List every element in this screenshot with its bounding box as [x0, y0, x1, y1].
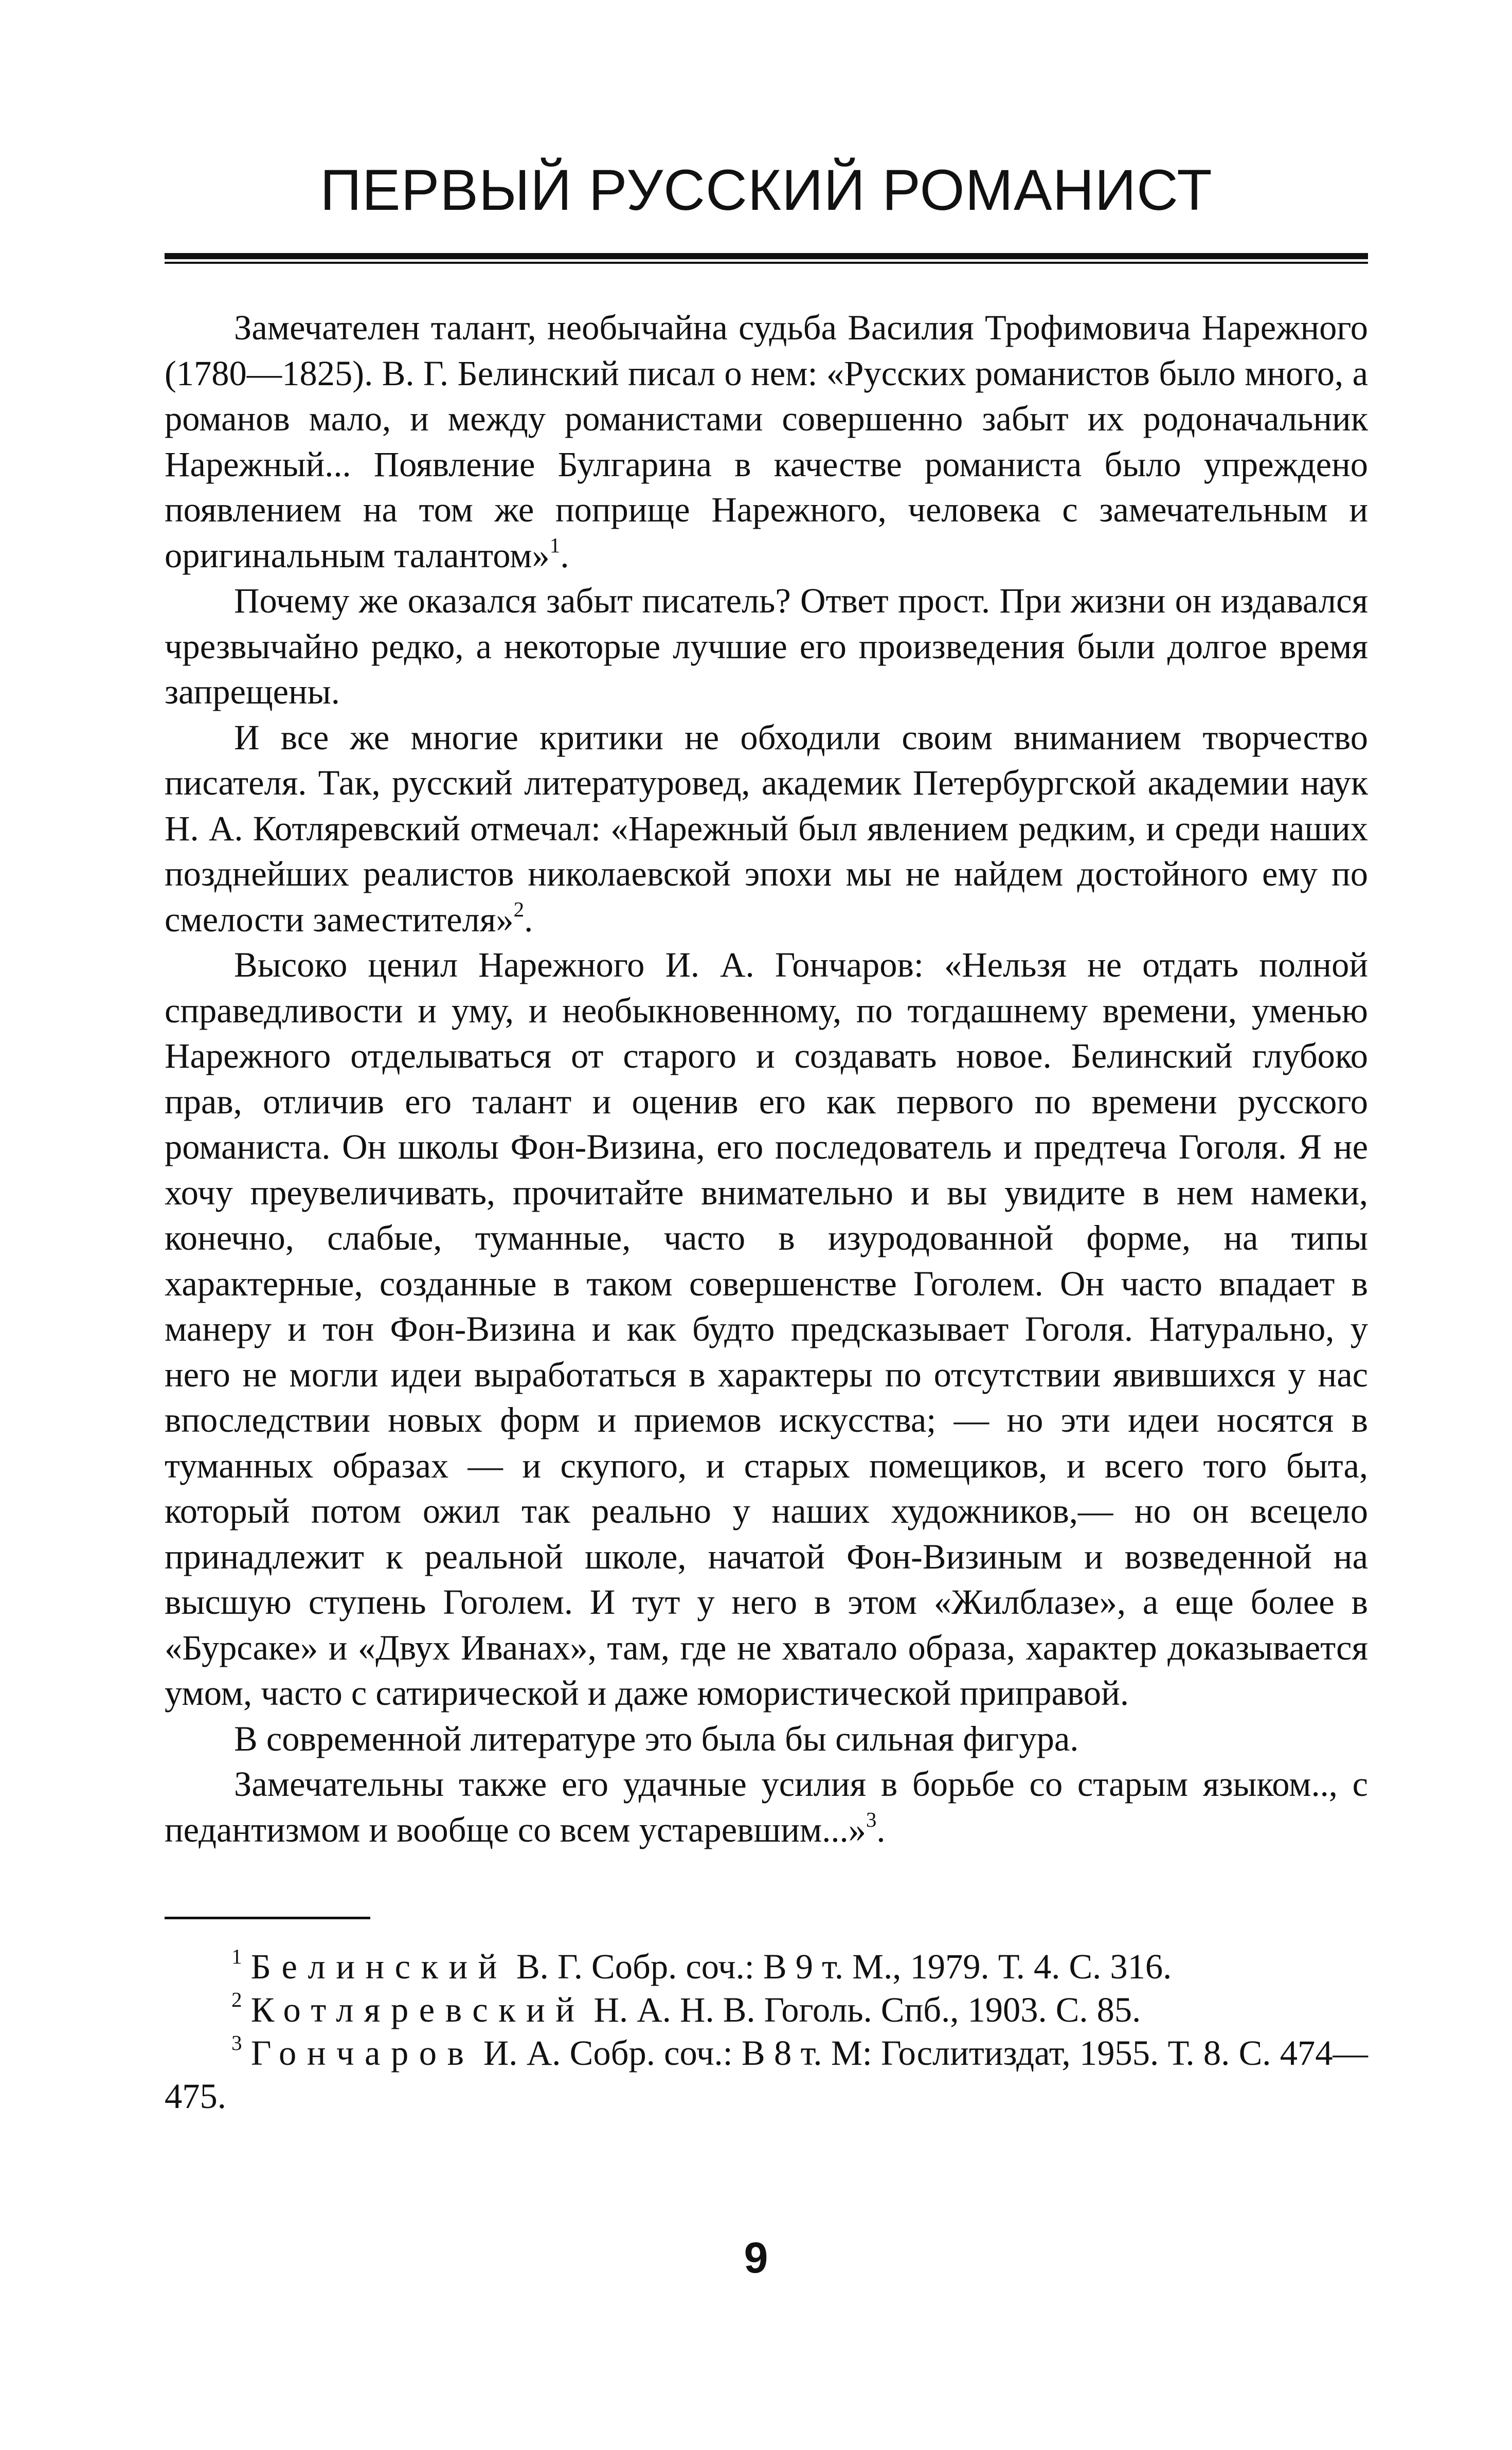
footnote-author: Гончаров — [250, 2033, 475, 2073]
paragraph-text: И все же многие критики не обходили своим вниманием творчество писателя. Так, русский литературовед, академик Петербургской академии наук Н. А. Котляревский отмечал: «Нарежный был явлением редким, и среди наших позднейших реалистов николаевской эпохи мы не найдем достойного ему по смелости заместителя» — [165, 717, 1368, 939]
chapter-title: ПЕРВЫЙ РУССКИЙ РОМАНИСТ — [320, 158, 1213, 222]
footnote-mark: 3 — [231, 2031, 242, 2055]
page-number: 9 — [744, 2233, 768, 2282]
title-rule-thick — [165, 253, 1368, 259]
paragraph-text: Замечательны также его удачные усилия в борьбе со старым языком.., с педантизмом и вообще со всем устаревшим...» — [165, 1764, 1368, 1849]
paragraph — [165, 1761, 1368, 1852]
footnote-divider — [165, 1917, 370, 1919]
title-rule-thin — [165, 262, 1368, 264]
paragraph — [165, 305, 1368, 578]
footnote — [165, 1945, 1368, 1988]
footnote-ref: 3 — [866, 1807, 877, 1831]
footnote-ref: 1 — [549, 533, 561, 557]
paragraph-text: Замечателен талант, необычайна судьба Василия Трофимовича Нарежного (1780—1825). В. Г. Белинский писал о нем: «Русских романистов было много, а романов мало, и между романистами совершенно забыт их родоначальник Нарежный... Появление Булгарина в качестве романиста было упреждено появлением на том же поприще Нарежного, человека с замечательным и оригинальным талантом» — [165, 308, 1368, 575]
footnotes — [165, 1945, 1368, 2118]
paragraph-tail: . — [524, 899, 533, 939]
paragraph — [165, 942, 1368, 1716]
paragraph — [165, 578, 1368, 715]
footnote-text: Н. А. Н. В. Гоголь. Спб., 1903. С. 85. — [585, 1990, 1141, 2029]
footnote — [165, 1988, 1368, 2031]
paragraph-text: В современной литературе это была бы сильная фигура. — [234, 1719, 1079, 1758]
paragraph-tail: . — [560, 535, 569, 575]
footnote-mark: 2 — [231, 1988, 242, 2012]
paragraph-tail: . — [876, 1810, 886, 1849]
footnote-author: Белинский — [250, 1947, 508, 1986]
footnote-mark: 1 — [231, 1944, 242, 1969]
paragraph-text: Почему же оказался забыт писатель? Ответ прост. При жизни он издавался чрезвычайно редко, а некоторые лучшие его произведения были долгое время запрещены. — [165, 581, 1368, 711]
footnote-text: И. А. Собр. соч.: В 8 т. М: Гослитиздат, 1955. Т. 8. С. 474—475. — [165, 2033, 1368, 2116]
paragraph — [165, 1716, 1368, 1762]
paragraph — [165, 715, 1368, 943]
footnote-text: В. Г. Собр. соч.: В 9 т. М., 1979. Т. 4. С. 316. — [507, 1947, 1172, 1986]
footnote — [165, 2031, 1368, 2118]
paragraph-text: Высоко ценил Нарежного И. А. Гончаров: «Нельзя не отдать полной справедливости и уму, и необыкновенному, по тогдашнему времени, уменью Нарежного отделываться от старого и создавать новое. Белинский глубоко прав, отличив его талант и оценив его как первого по времени русского романиста. Он школы Фон-Визина, его последователь и предтеча Гоголя. Я не хочу преувеличивать, прочитайте внимательно и вы увидите в нем намеки, конечно, слабые, туманные, часто в изуродованной форме, на типы характерные, созданные в таком совершенстве Гоголем. Он часто впадает в манеру и тон Фон-Визина и как будто предсказывает Гоголя. Натурально, у него не могли идеи выработаться в характеры по отсутствии явившихся у нас впоследствии новых форм и приемов искусства; — но эти идеи носятся в туманных образах — и скупого, и старых помещиков, и всего того быта, который потом ожил так реально у наших художников,— но он всецело принадлежит к реальной школе, начатой Фон-Визиным и возведенной на высшую ступень Гоголем. И тут у него в этом «Жилблазе», а еще более в «Бурсаке» и «Двух Иванах», там, где не хватало образа, характер доказывается умом, часто с сатирической и даже юмористической приправой. — [165, 945, 1368, 1713]
footnote-ref: 2 — [513, 897, 525, 921]
footnote-author: Котляревский — [250, 1990, 585, 2029]
body-text — [165, 305, 1368, 1852]
book-page — [165, 154, 1368, 2118]
